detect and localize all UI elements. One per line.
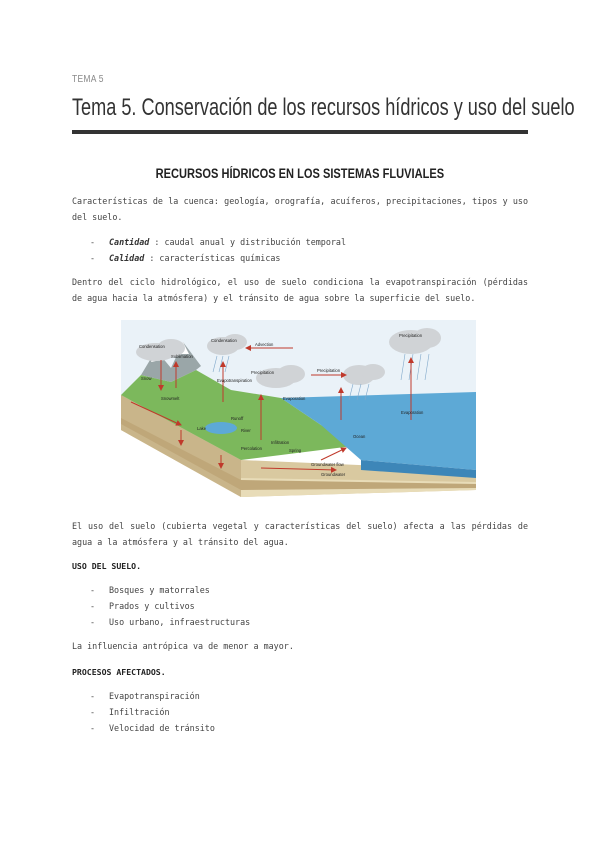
list-item-text: Infiltración: [109, 707, 170, 717]
list-item-text: Evapotranspiración: [109, 691, 200, 701]
section-eyebrow: TEMA 5: [72, 74, 104, 85]
list-item: - Uso urbano, infraestructuras: [90, 617, 251, 627]
label-advection-2: Precipitation: [317, 368, 341, 373]
label-evaporation: Evaporation: [401, 410, 424, 415]
label-lake: Lake: [197, 426, 207, 431]
list-item-text: Uso urbano, infraestructuras: [109, 617, 251, 627]
bullet-text: : características químicas: [149, 253, 281, 263]
list-item-text: Bosques y matorrales: [109, 585, 210, 595]
list-item: - Evapotranspiración: [90, 691, 200, 701]
label-condensation: Condensation: [211, 338, 237, 343]
label-groundwater-flow: Groundwater flow: [311, 462, 344, 467]
bullet-term: Calidad: [109, 253, 145, 263]
label-precipitation: Precipitation: [251, 370, 275, 375]
cycle-paragraph: Dentro del ciclo hidrológico, el uso de suelo condiciona la evapotranspiración (pérdidas de agua hacia la atmósfera) y el tránsito de agua sobre la superficie del suelo.: [72, 277, 528, 303]
label-river: River: [241, 428, 251, 433]
list-item: - Prados y cultivos: [90, 601, 195, 611]
list-item-text: Velocidad de tránsito: [109, 723, 215, 733]
label-snow: Snow: [141, 376, 152, 381]
bullet-cantidad: - Cantidad : caudal anual y distribución temporal: [90, 237, 346, 247]
section-heading-text: RECURSOS HÍDRICOS EN LOS SISTEMAS FLUVIALES: [155, 166, 445, 181]
lake: [205, 422, 237, 434]
intro-paragraph: Características de la cuenca: geología, orografía, acuíferos, precipitaciones, tipos y uso del suelo.: [72, 196, 528, 222]
label-evapotranspiration: Evapotranspiration: [217, 378, 252, 383]
bullet-term: Cantidad: [109, 237, 150, 247]
label-groundwater: Groundwater: [321, 472, 346, 477]
label-snowmelt: Snowmelt: [161, 396, 180, 401]
bullet-text: : caudal anual y distribución temporal: [154, 237, 346, 247]
label-evaporation: Evaporation: [283, 396, 306, 401]
label-advection: Advection: [255, 342, 274, 347]
list-item: - Velocidad de tránsito: [90, 723, 215, 733]
label-sublimation: Sublimation: [171, 354, 193, 359]
label-ocean: Ocean: [353, 434, 366, 439]
water-cycle-diagram: [121, 320, 476, 497]
label-infiltration: Infiltration: [271, 440, 290, 445]
label-percolation: Percolation: [241, 446, 262, 451]
land-use-paragraph: El uso del suelo (cubierta vegetal y características del suelo) afecta a las pérdidas de agua a la atmósfera y al tránsito del agua.: [72, 521, 528, 547]
label-condensation: Condensation: [139, 344, 165, 349]
list-item: - Infiltración: [90, 707, 170, 717]
list-item-text: Prados y cultivos: [109, 601, 195, 611]
list-item: - Bosques y matorrales: [90, 585, 210, 595]
title-rule: [72, 130, 528, 134]
page-title: Tema 5. Conservación de los recursos hídricos y uso del suelo: [72, 94, 575, 121]
anthropic-note: La influencia antrópica va de menor a mayor.: [72, 641, 294, 651]
uso-suelo-heading: USO DEL SUELO.: [72, 561, 142, 571]
label-precipitation: Precipitation: [399, 333, 423, 338]
label-spring: Spring: [289, 448, 302, 453]
procesos-heading: PROCESOS AFECTADOS.: [72, 667, 166, 677]
bullet-calidad: - Calidad : características químicas: [90, 253, 281, 263]
section-heading: [72, 166, 528, 181]
label-runoff: Runoff: [231, 416, 244, 421]
